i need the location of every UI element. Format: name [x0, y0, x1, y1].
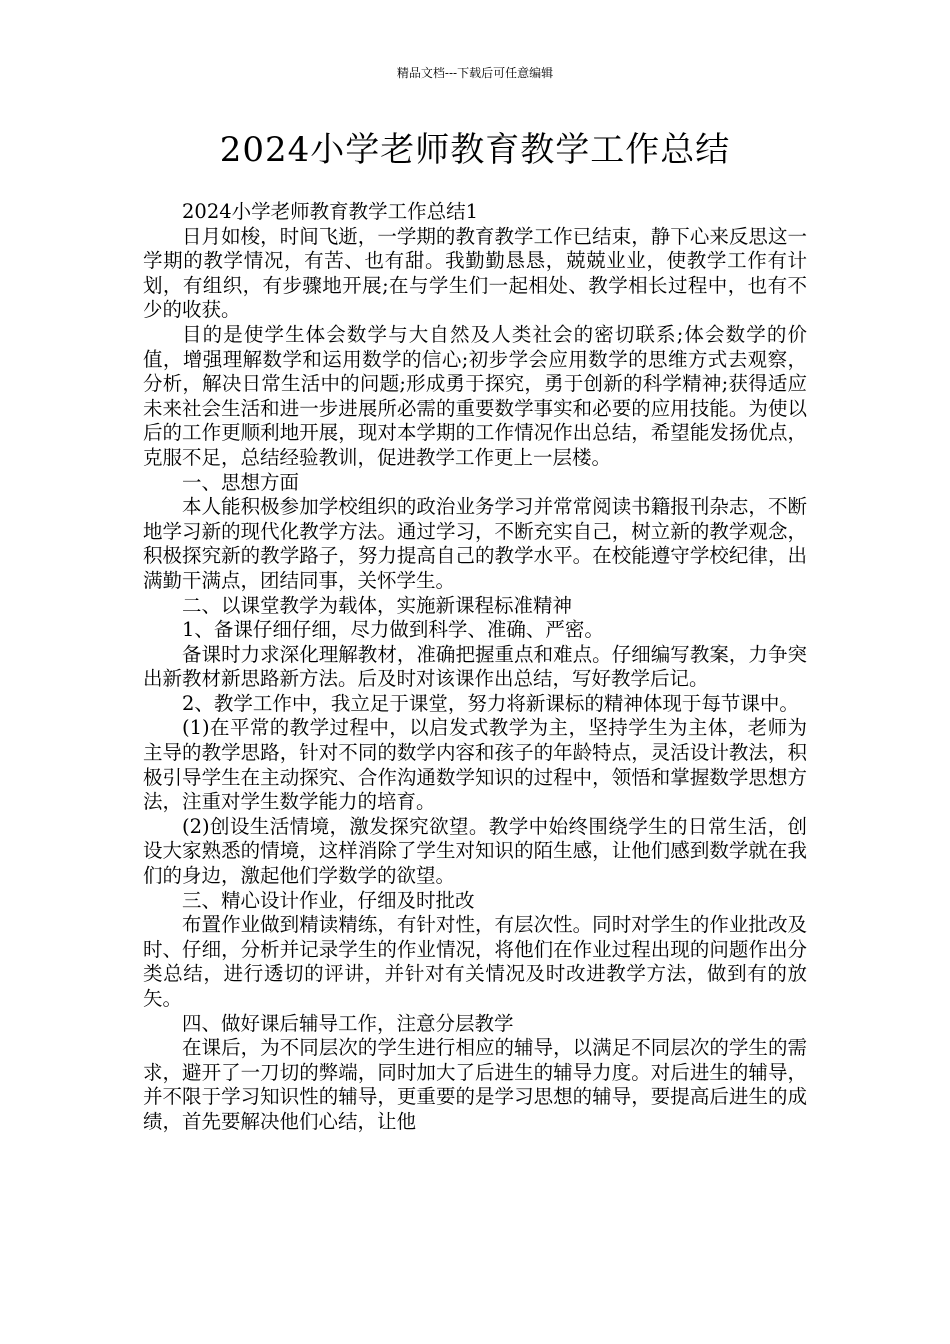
sub-heading: 1、备课仔细仔细，尽力做到科学、准确、严密。: [182, 618, 604, 642]
document-title: 2024小学老师教育教学工作总结: [219, 130, 731, 170]
body-paragraph: (2)创设生活情境，激发探究欲望。教学中始终围绕学生的日常生活，创设大家熟悉的情境，这样消除了学生对知识的陌生感，让他们感到数学就在我们的身边，激起他们学数学的欲望。: [143, 814, 807, 888]
body-paragraph: 本人能积极参加学校组织的政治业务学习并常常阅读书籍报刊杂志，不断地学习新的现代化教学方法。通过学习，不断充实自己，树立新的教学观念，积极探究新的教学路子，努力提高自己的教学水平。在校能遵守学校纪律，出满勤干满点，团结同事，关怀学生。: [143, 495, 807, 592]
header-note: 精品文档---下载后可任意编辑: [396, 66, 554, 80]
body-paragraph: 日月如梭，时间飞逝，一学期的教育教学工作已结束，静下心来反思这一学期的教学情况，有苦、也有甜。我勤勤恳恳，兢兢业业，使教学工作有计划，有组织，有步骤地开展;在与学生们一起相处、教学相长过程中，也有不少的收获。: [143, 224, 807, 322]
section-heading: 二、以课堂教学为载体，实施新课程标准精神: [182, 593, 573, 617]
subtitle-paragraph: 2024小学老师教育教学工作总结1: [182, 200, 479, 223]
section-heading: 一、思想方面: [182, 470, 300, 494]
body-paragraph: 布置作业做到精读精练，有针对性，有层次性。同时对学生的作业批改及时、仔细，分析并记录学生的作业情况，将他们在作业过程出现的问题作出分类总结，进行透切的评讲，并针对有关情况及时改进教学方法，做到有的放矢。: [143, 913, 807, 1010]
body-paragraph: 备课时力求深化理解教材，准确把握重点和难点。仔细编写教案，力争突出新教材新思路新方法。后及时对该课作出总结，写好教学后记。: [143, 642, 807, 691]
sub-heading: 2、教学工作中，我立足于课堂，努力将新课标的精神体现于每节课中。: [182, 691, 799, 715]
document-body: [143, 200, 807, 1135]
body-paragraph: 在课后，为不同层次的学生进行相应的辅导，以满足不同层次的学生的需求，避开了一刀切的弊端，同时加大了后进生的辅导力度。对后进生的辅导，并不限于学习知识性的辅导，更重要的是学习思想的辅导，要提高后进生的成绩，首先要解决他们心结，让他: [143, 1036, 807, 1133]
section-heading: 三、精心设计作业，仔细及时批改: [182, 888, 475, 912]
body-paragraph: 目的是使学生体会数学与大自然及人类社会的密切联系;体会数学的价值，增强理解数学和运用数学的信心;初步学会应用数学的思维方式去观察，分析，解决日常生活中的问题;形成勇于探究，勇于创新的科学精神;获得适应未来社会生活和进一步进展所必需的重要数学事实和必要的应用技能。为使以后的工作更顺利地开展，现对本学期的工作情况作出总结，希望能发扬优点，克服不足，总结经验教训，促进教学工作更上一层楼。: [143, 322, 807, 469]
body-paragraph: (1)在平常的教学过程中，以启发式教学为主，坚持学生为主体，老师为主导的教学思路，针对不同的数学内容和孩子的年龄特点，灵活设计教法，积极引导学生在主动探究、合作沟通数学知识的过程中，领悟和掌握数学思想方法，注重对学生数学能力的培育。: [143, 716, 807, 814]
section-heading: 四、做好课后辅导工作，注意分层教学: [182, 1011, 514, 1035]
